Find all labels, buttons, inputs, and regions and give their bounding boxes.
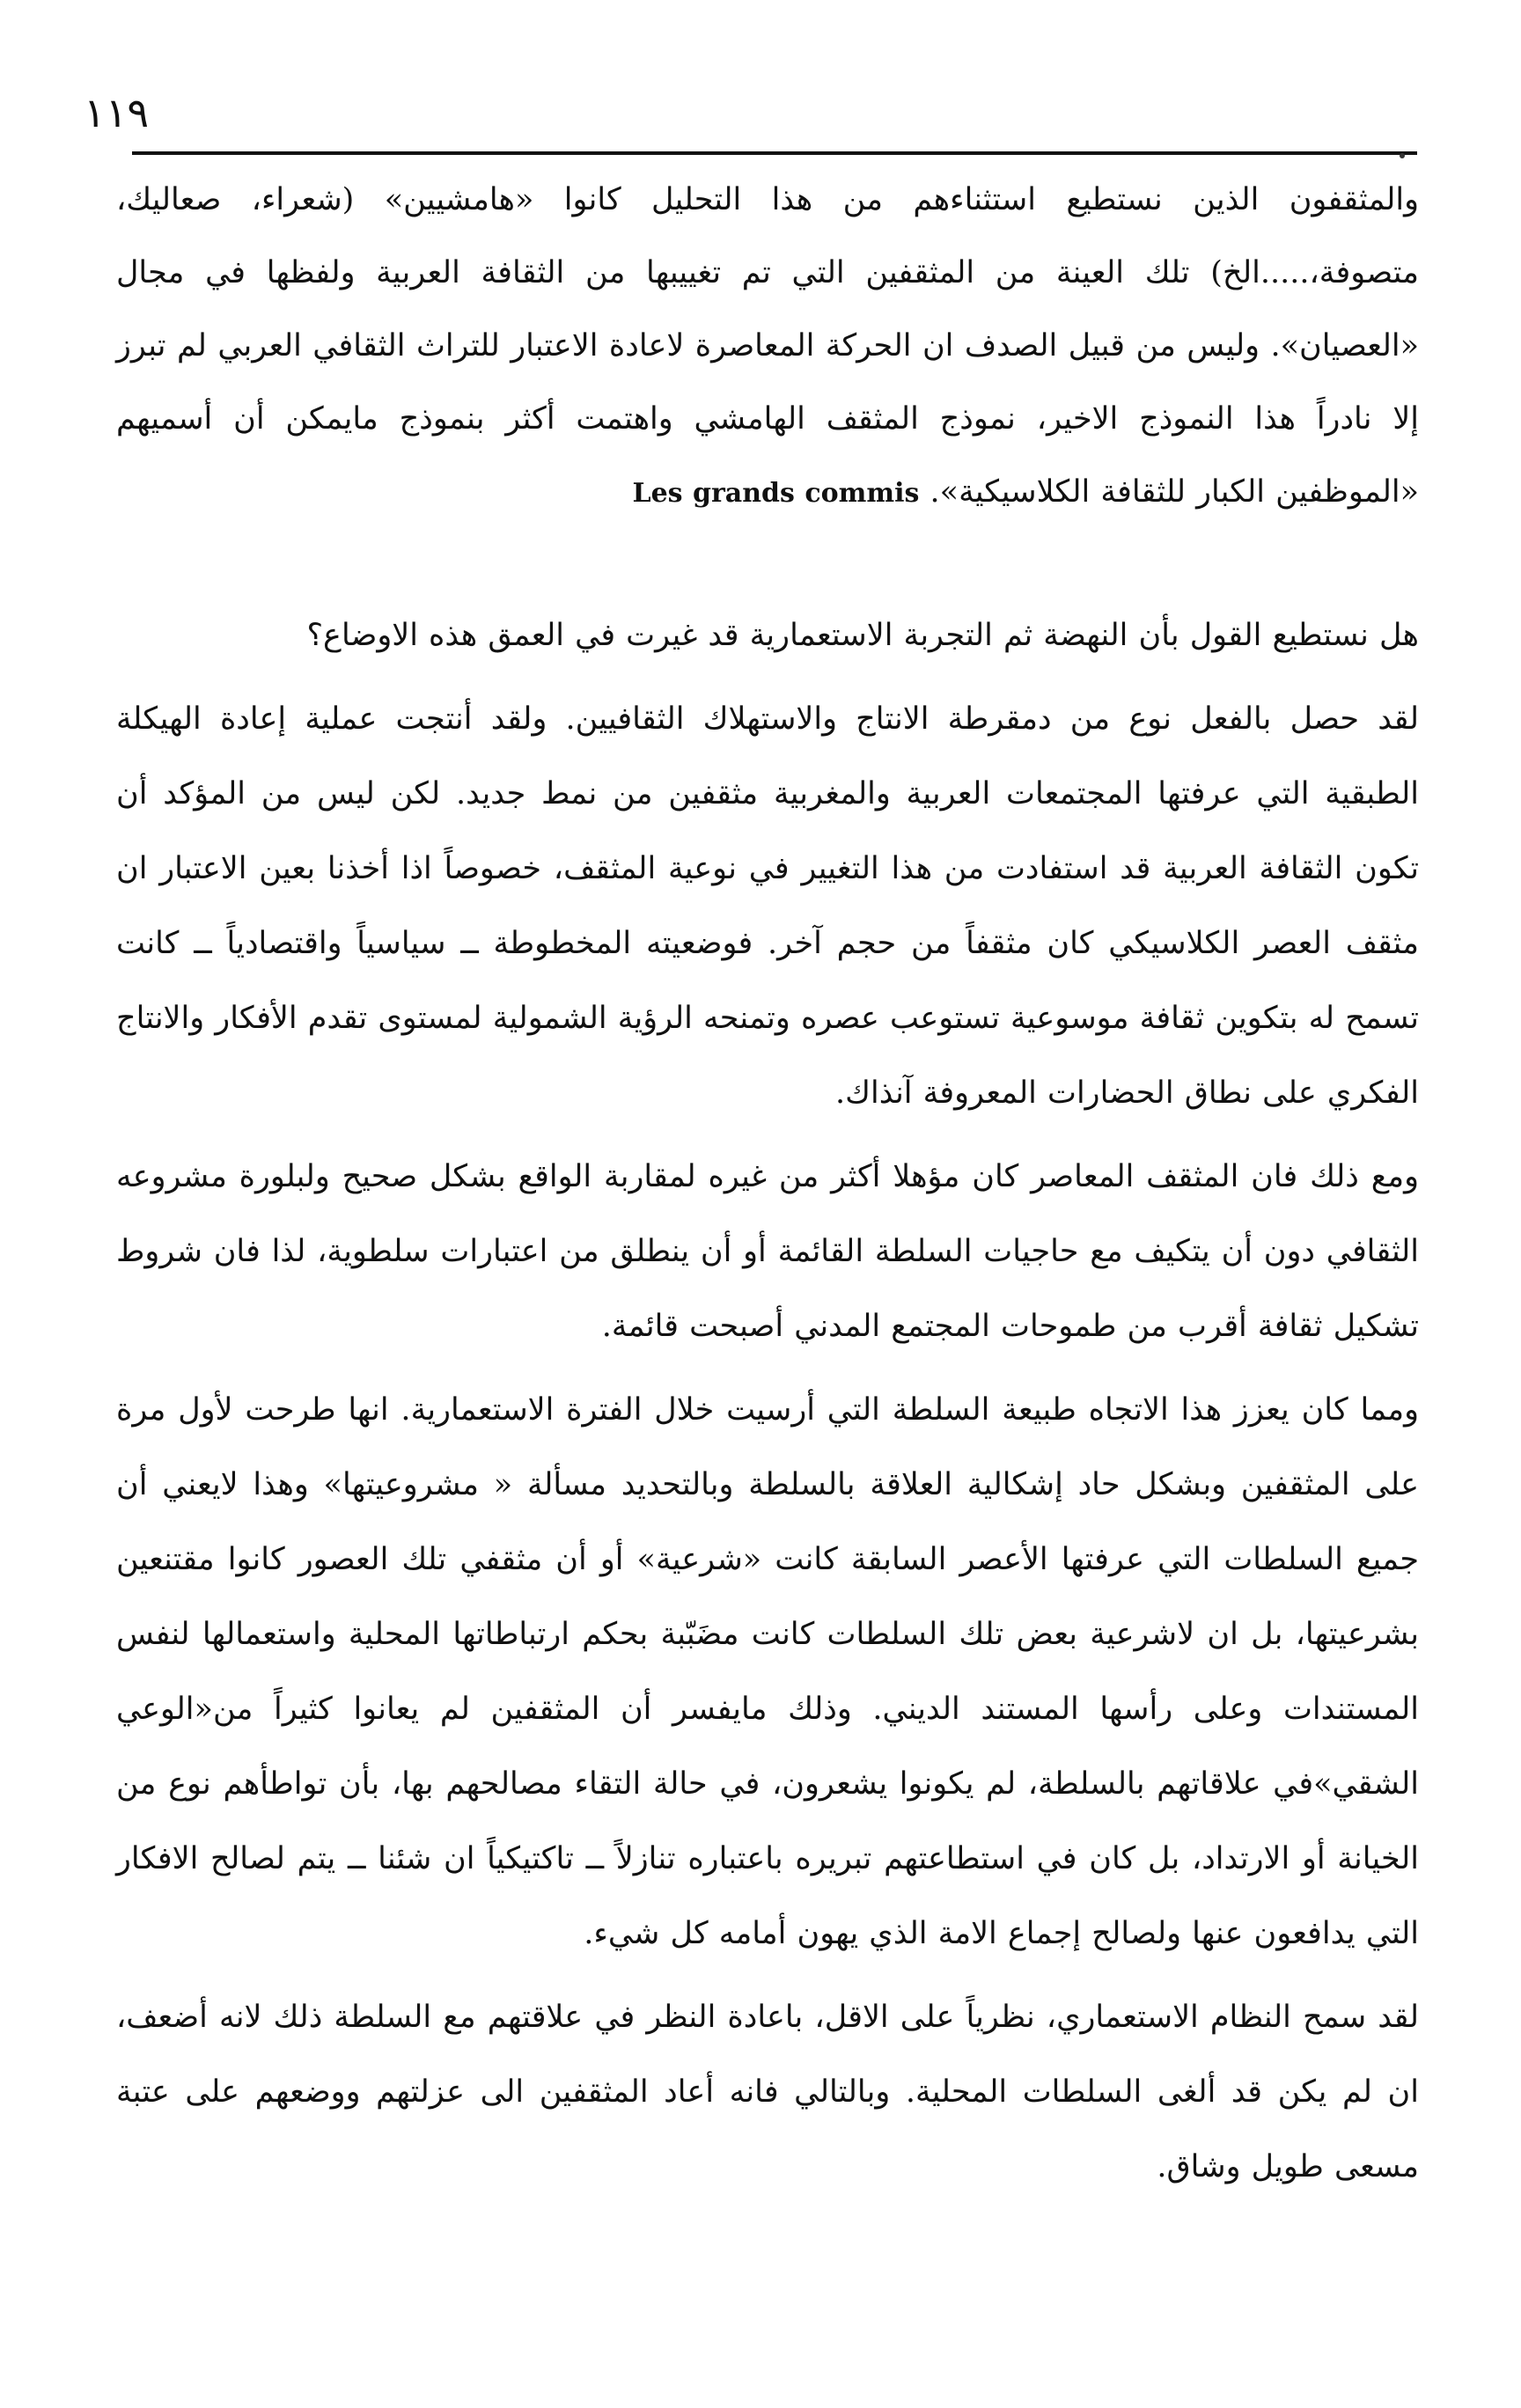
- paragraph-colonial-authority: ومما كان يعزز هذا الاتجاه طبيعة السلطة التي أرسيت خلال الفترة الاستعمارية. انها طرحت لأول مرة على المثقفين وبشكل حاد إشكالية العلاقة بالسلطة وبالتحديد مسألة « مشروعيتها» وهذا لايعني أن جميع السلطات التي عرفتها الأعصر السابقة كانت «شرعية» أو أن مثقفي تلك العصور كانوا مقتنعين بشرعيتها، بل ان لاشرعية بعض تلك السلطات كانت مضَبّبة بحكم ارتباطاتها المحلية واستعمالها لنفس المستندات وعلى رأسها المستند الديني. وذلك مايفسر أن المثقفين لم يعانوا كثيراً من«الوعي الشقي»في علاقاتهم بالسلطة، لم يكونوا يشعرون، في حالة التقاء مصالحهم بها، بأن تواطأهم نوع من الخيانة أو الارتداد، بل كان في استطاعتهم تبريره باعتباره تنازلاً ــ تاكتيكياً ان شئنا ــ يتم لصالح الافكار التي يدافعون عنها ولصالح إجماع الامة الذي يهون أمامه كل شيء.: [116, 1392, 1419, 1951]
- page-body: [116, 164, 1419, 2205]
- page-number: ١١٩: [84, 89, 150, 136]
- paragraph-colonial-system: لقد سمح النظام الاستعماري، نظرياً على الاقل، باعادة النظر في علاقتهم مع السلطة ذلك لانه أضعف، ان لم يكن قد ألغى السلطات المحلية. وبالتالي فانه أعاد المثقفين الى عزلتهم ووضعهم على عتبة مسعى طويل وشاق.: [116, 2000, 1419, 2184]
- paragraph-contemporary-intellectual: ومع ذلك فان المثقف المعاصر كان مؤهلا أكثر من غيره لمقاربة الواقع بشكل صحيح ولبلورة مشروعه الثقافي دون أن يتكيف مع حاجيات السلطة القائمة أو أن ينطلق من اعتبارات سلطوية، لذا فان شروط تشكيل ثقافة أقرب من طموحات المجتمع المدني أصبحت قائمة.: [116, 1159, 1419, 1344]
- ink-speck: [1400, 153, 1405, 158]
- paragraph-text: والمثقفون الذين نستطيع استثناءهم من هذا التحليل كانوا «هامشيين» (شعراء، صعاليك، متصوفة،.....الخ) تلك العينة من المثقفين التي تم تغييبها من الثقافة العربية ولفظها في مجال «العصيان». وليس من قبيل الصدف ان الحركة المعاصرة لاعادة الاعتبار للتراث الثقافي العربي لم تبرز إلا نادراً هذا النموذج الاخير، نموذج المثقف الهامشي واهتمت أكثر بنموذج مايمكن أن أسميهم «الموظفين الكبار للثقافة الكلاسيكية».: [116, 182, 1419, 510]
- header-rule: [132, 151, 1417, 155]
- paragraph-democratization: لقد حصل بالفعل نوع من دمقرطة الانتاج والاستهلاك الثقافيين. ولقد أنتجت عملية إعادة الهيكلة الطبقية التي عرفتها المجتمعات العربية والمغربية مثقفين من نمط جديد. لكن ليس من المؤكد أن تكون الثقافة العربية قد استفادت من هذا التغيير في نوعية المثقف، خصوصاً اذا أخذنا بعين الاعتبار ان مثقف العصر الكلاسيكي كان مثقفاً من حجم آخر. فوضعيته المخطوطة ــ سياسياً واقتصادياً ــ كانت تسمح له بتكوين ثقافة موسوعية تستوعب عصره وتمنحه الرؤية الشمولية لمستوى تقدم الأفكار والانتاج الفكري على نطاق الحضارات المعروفة آنذاك.: [116, 701, 1419, 1111]
- paragraph-question: هل نستطيع القول بأن النهضة ثم التجربة الاستعمارية قد غيرت في العمق هذه الاوضاع؟: [306, 618, 1419, 653]
- latin-term: Les grands commis: [632, 478, 920, 509]
- paragraph-marginal-intellectuals: [116, 164, 1419, 530]
